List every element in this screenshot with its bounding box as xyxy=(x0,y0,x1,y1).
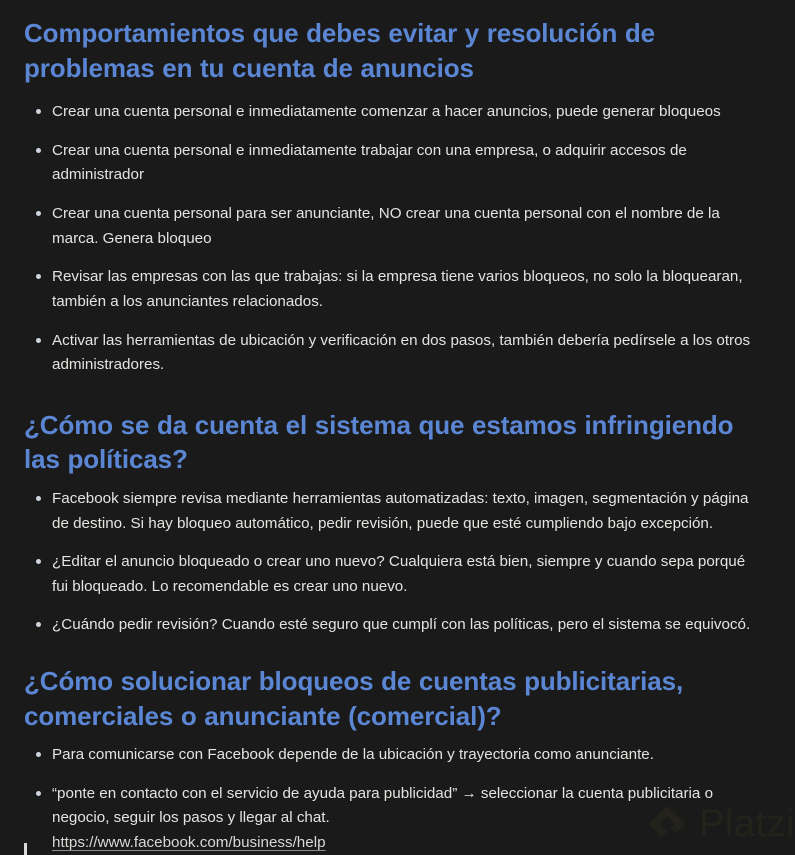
bullet-list-detection xyxy=(24,487,755,638)
list-item-text: “ponte en contacto con el servicio de ayuda para publicidad” → seleccionar la cuenta publicitaria o negocio, seguir los pasos y llegar al chat. xyxy=(52,784,714,827)
list-item-text: ¿Cuándo pedir revisión? Cuando esté seguro que cumplí con las políticas, pero el sistema se equivocó. xyxy=(52,616,751,634)
list-item xyxy=(24,613,755,638)
list-item xyxy=(24,265,755,314)
bullet-list-avoid-behaviors xyxy=(24,100,755,378)
list-item-text: Crear una cuenta personal e inmediatamente trabajar con una empresa, o adquirir accesos de administrador xyxy=(52,141,687,184)
section-heading-unblock: ¿Cómo solucionar bloqueos de cuentas publicitarias, comerciales o anunciante (comercial)? xyxy=(24,666,684,731)
list-item-text: Para comunicarse con Facebook depende de la ubicación y trayectoria como anunciante. xyxy=(52,746,654,764)
section-heading-detection: ¿Cómo se da cuenta el sistema que estamos infringiendo las políticas? xyxy=(24,409,734,475)
list-item xyxy=(24,100,755,125)
list-item-text: Crear una cuenta personal para ser anunciante, NO crear una cuenta personal con el nombre de la marca. Genera bloqueo xyxy=(52,205,720,247)
platzi-wordmark: Platzi xyxy=(699,803,795,845)
truncated-callout-bar xyxy=(24,843,724,855)
list-item xyxy=(24,550,755,599)
list-item xyxy=(24,202,755,251)
list-item-text: Facebook siempre revisa mediante herramientas automatizadas: texto, imagen, segmentación y página de destino. Si hay bloqueo automático, pedir revisión, puede que esté cumpliendo bajo excepción. xyxy=(52,489,749,532)
page-title: Comportamientos que debes evitar y resolución de problemas en tu cuenta de anuncios xyxy=(24,18,656,83)
list-item xyxy=(24,139,755,188)
bullet-list-unblock xyxy=(24,743,755,855)
list-item-text: Activar las herramientas de ubicación y verificación en dos pasos, también debería pedírsele a los otros administradores. xyxy=(52,331,751,374)
list-item-text: Crear una cuenta personal e inmediatamente comenzar a hacer anuncios, puede generar bloqueos xyxy=(52,103,721,121)
list-item-text: ¿Editar el anuncio bloqueado o crear uno nuevo? Cualquiera está bien, siempre y cuando sepa porqué fui bloqueado. Lo recomendable es crear uno nuevo. xyxy=(52,553,746,595)
facebook-business-help-link[interactable]: https://www.facebook.com/business/help xyxy=(52,834,326,852)
list-item xyxy=(24,487,755,536)
list-item xyxy=(24,743,755,768)
list-item-text: Revisar las empresas con las que trabajas: si la empresa tiene varios bloqueos, no solo la bloquearan, también a los anunciantes relacionados. xyxy=(52,268,743,310)
list-item xyxy=(24,329,755,378)
